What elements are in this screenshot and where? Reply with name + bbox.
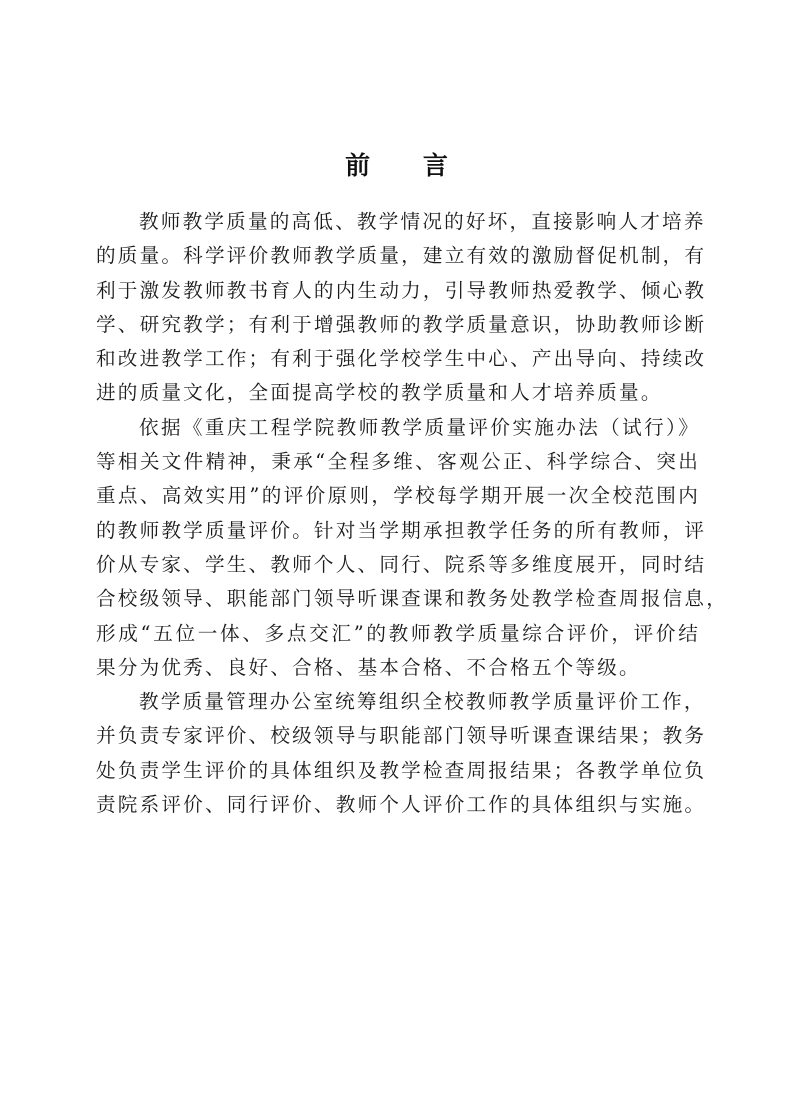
paragraph-line: 利于激发教师教书育人的内生动力，引导教师热爱教学、倾心教 [96,278,707,302]
paragraph-line: 和改进教学工作；有利于强化学校学生中心、产出导向、持续改 [96,347,707,371]
page-title: 前 言 [345,151,470,180]
paragraph-line: 处负责学生评价的具体组织及教学检查周报结果；各教学单位负 [96,758,707,782]
paragraph-line: 并负责专家评价、校级领导与职能部门领导听课查课结果；教务 [96,724,707,748]
paragraph-line: 的质量。科学评价教师教学质量，建立有效的激励督促机制，有 [96,244,707,268]
paragraph-line: 依据《重庆工程学院教师教学质量评价实施办法（试行）》 [139,415,700,439]
paragraph-line: 教师教学质量的高低、教学情况的好坏，直接影响人才培养 [139,210,706,233]
paragraph-line: 责院系评价、同行评价、教师个人评价工作的具体组织与实施。 [96,793,707,817]
paragraph-2 [96,411,729,685]
paragraph-line: 形成“五位一体、多点交汇”的教师教学质量综合评价，评价结 [96,621,700,645]
paragraph-line: 的教师教学质量评价。针对当学期承担教学任务的所有教师，评 [96,518,707,542]
paragraph-line: 学、研究教学；有利于增强教师的教学质量意识，协助教师诊断 [96,312,707,336]
paragraph-3 [96,685,707,822]
paragraph-line: 进的质量文化，全面提高学校的教学质量和人才培养质量。 [96,381,663,405]
paragraph-line: 等相关文件精神，秉承“全程多维、客观公正、科学综合、突出 [96,450,700,474]
document-body [96,205,729,822]
paragraph-line: 重点、高效实用”的评价原则，学校每学期开展一次全校范围内 [96,484,700,508]
paragraph-line: 教学质量管理办公室统筹组织全校教师教学质量评价工作， [139,690,706,714]
paragraph-line: 果分为优秀、良好、合格、基本合格、不合格五个等级。 [96,655,641,679]
paragraph-line: 价从专家、学生、教师个人、同行、院系等多维度展开，同时结 [96,552,707,576]
paragraph-line: 合校级领导、职能部门领导听课查课和教务处教学检查周报信息， [96,587,729,611]
paragraph-1 [96,205,707,411]
